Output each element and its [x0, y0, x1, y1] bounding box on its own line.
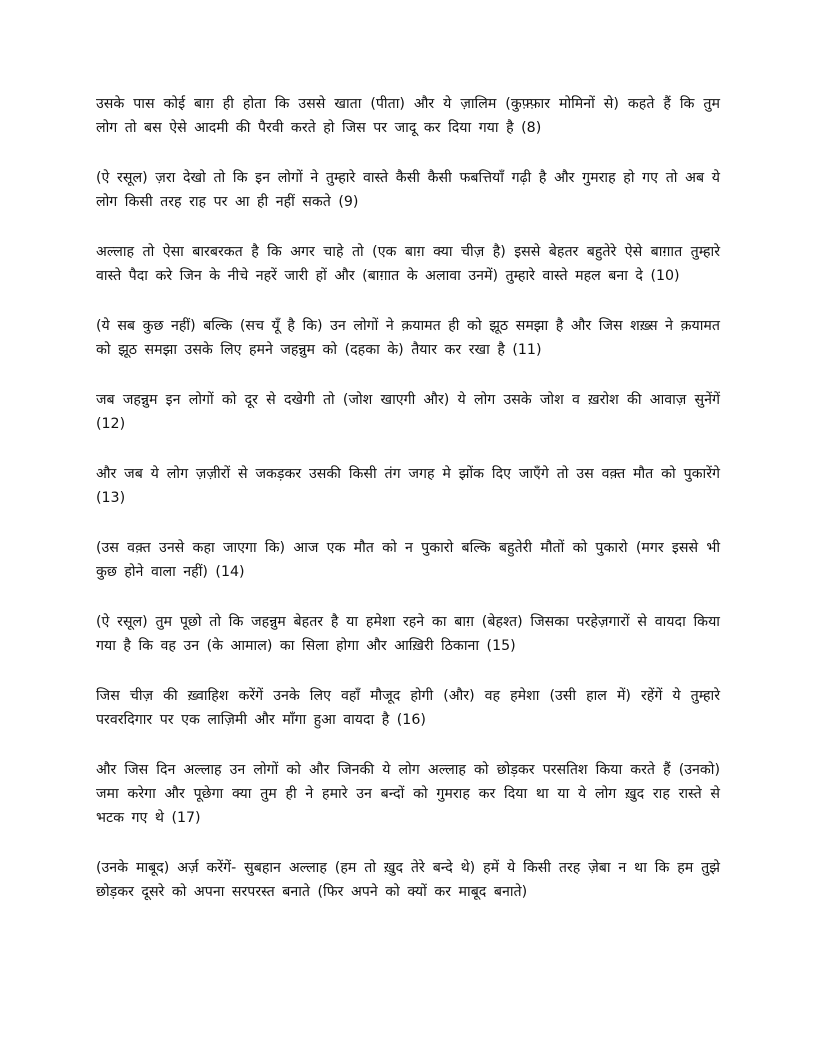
- verse-paragraph-10: अल्लाह तो ऐसा बारबरकत है कि अगर चाहे तो (एक बाग़ क्या चीज़ है) इससे बेहतर बहुतेरे ऐसे बाग़ात तुम्हारे वास्ते पैदा करे जिन के नीचे नहरें जारी हों और (बाग़ात के अलावा उनमें) तुम्हारे वास्ते महल बना दे (10): [96, 244, 720, 284]
- verse-paragraph-17: और जिस दिन अल्लाह उन लोगों को और जिनकी ये लोग अल्लाह को छोड़कर परसतिश किया करते हैं (उनको) जमा करेगा और पूछेगा क्या तुम ही ने हमारे उन बन्दों को गुमराह कर दिया था या ये लोग ख़ुद राह रास्ते से भटक गए थे (17): [96, 762, 720, 826]
- verse-paragraph-18: (उनके माबूद) अर्ज़ करेंगें- सुबहान अल्लाह (हम तो ख़ुद तेरे बन्दे थे) हमें ये किसी तरह ज़ेबा न था कि हम तुझे छोड़कर दूसरे को अपना सरपरस्त बनाते (फिर अपने को क्यों कर माबूद बनाते): [96, 860, 720, 900]
- document-page: [96, 92, 720, 930]
- verse-paragraph-9: (ऐ रसूल) ज़रा देखो तो कि इन लोगों ने तुम्हारे वास्ते कैसी कैसी फबत्तियाँ गढ़ी है और गुमराह हो गए तो अब ये लोग किसी तरह राह पर आ ही नहीं सकते (9): [96, 170, 720, 210]
- verse-paragraph-15: (ऐ रसूल) तुम पूछो तो कि जहन्नुम बेहतर है या हमेशा रहने का बाग़ (बेहश्त) जिसका परहेज़गारों से वायदा किया गया है कि वह उन (के आमाल) का सिला होगा और आख़िरी ठिकाना (15): [96, 614, 720, 654]
- verse-paragraph-16: जिस चीज़ की ख़्वाहिश करेंगें उनके लिए वहाँ मौजूद होगी (और) वह हमेशा (उसी हाल में) रहेंगें ये तुम्हारे परवरदिगार पर एक लाज़िमी और माँगा हुआ वायदा है (16): [96, 688, 720, 728]
- verse-paragraph-14: (उस वक़्त उनसे कहा जाएगा कि) आज एक मौत को न पुकारो बल्कि बहुतेरी मौतों को पुकारो (मगर इससे भी कुछ होने वाला नहीं) (14): [96, 540, 720, 580]
- verse-paragraph-8: उसके पास कोई बाग़ ही होता कि उससे खाता (पीता) और ये ज़ालिम (कुफ़्फ़ार मोमिनों से) कहते हैं कि तुम लोग तो बस ऐसे आदमी की पैरवी करते हो जिस पर जादू कर दिया गया है (8): [96, 96, 720, 136]
- verse-paragraph-11: (ये सब कुछ नहीं) बल्कि (सच यूँ है कि) उन लोगों ने क़यामत ही को झूठ समझा है और जिस शख़्स ने क़यामत को झूठ समझा उसके लिए हमने जहन्नुम को (दहका के) तैयार कर रखा है (11): [96, 318, 720, 358]
- verse-paragraph-13: और जब ये लोग ज़ज़ीरों से जकड़कर उसकी किसी तंग जगह मे झोंक दिए जाएँगे तो उस वक़्त मौत को पुकारेंगे (13): [96, 466, 720, 506]
- verse-paragraph-12: जब जहन्नुम इन लोगों को दूर से दखेगी तो (जोश खाएगी और) ये लोग उसके जोश व ख़रोश की आवाज़ सुनेंगें (12): [96, 392, 720, 432]
